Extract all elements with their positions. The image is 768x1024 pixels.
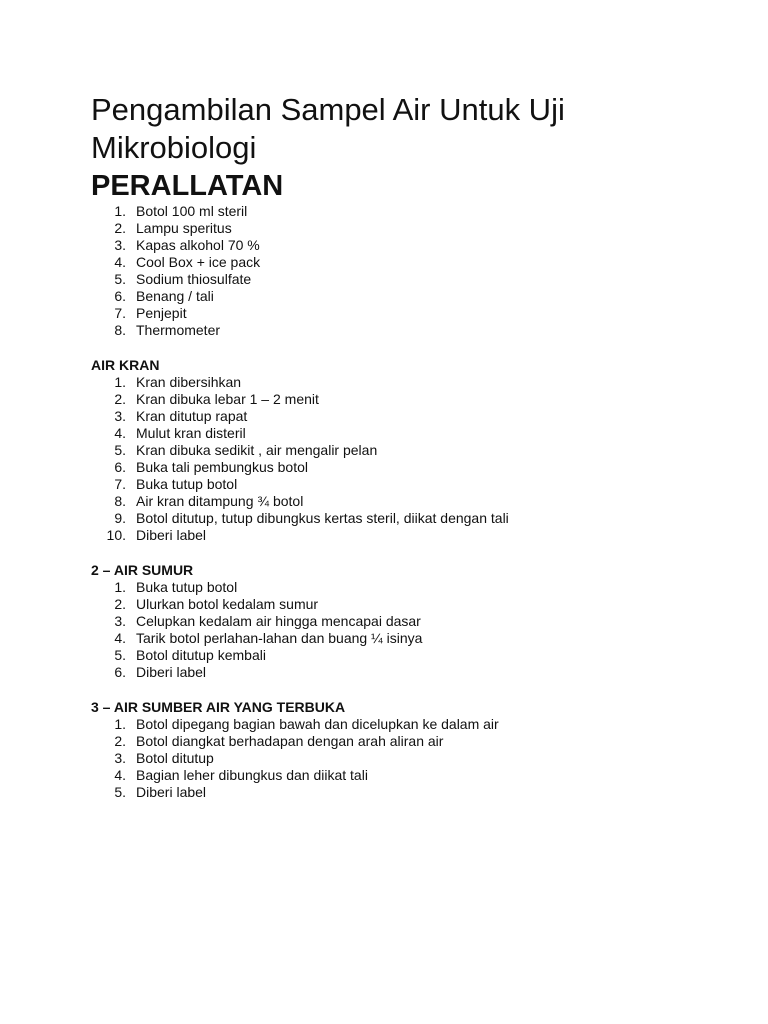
list-item	[91, 579, 731, 596]
list-item	[91, 767, 731, 784]
list-item	[91, 630, 731, 647]
list-item-text: Kran ditutup rapat	[136, 408, 248, 424]
list-item	[91, 271, 731, 288]
list-item-number: 5.	[114, 647, 126, 663]
list-item	[91, 203, 731, 220]
list-item-number: 7.	[114, 305, 126, 321]
document-page	[91, 91, 731, 801]
list-item-number: 1.	[114, 374, 126, 390]
list-item-text: Benang / tali	[136, 288, 214, 304]
list-item-text: Kapas alkohol 70 %	[136, 237, 260, 253]
equipment-list	[91, 203, 731, 339]
list-item	[91, 391, 731, 408]
air-kran-heading: AIR KRAN	[91, 357, 160, 373]
list-item	[91, 476, 731, 493]
list-item	[91, 425, 731, 442]
list-item-text: Botol ditutup kembali	[136, 647, 266, 663]
list-item-number: 6.	[114, 288, 126, 304]
list-item	[91, 596, 731, 613]
air-terbuka-steps-list	[91, 716, 731, 801]
list-item	[91, 459, 731, 476]
list-item-text: Buka tutup botol	[136, 476, 238, 492]
list-item-number: 3.	[114, 237, 126, 253]
list-item	[91, 784, 731, 801]
list-item-text: Diberi label	[136, 527, 207, 543]
list-item-number: 8.	[114, 493, 126, 509]
list-item-text: Diberi label	[136, 784, 207, 800]
list-item-number: 3.	[114, 613, 126, 629]
list-item-text: Celupkan kedalam air hingga mencapai dasar	[136, 613, 421, 629]
equipment-heading: PERALLATAN	[91, 170, 284, 202]
list-item-number: 1.	[114, 203, 126, 219]
list-item	[91, 254, 731, 271]
list-item-number: 4.	[114, 425, 126, 441]
list-item-text: Cool Box + ice pack	[136, 254, 261, 270]
list-item-number: 10.	[106, 527, 126, 543]
list-item-number: 6.	[114, 459, 126, 475]
list-item-text: Buka tali pembungkus botol	[136, 459, 308, 475]
list-item	[91, 510, 731, 527]
list-item-text: Botol diangkat berhadapan dengan arah aliran air	[136, 733, 444, 749]
list-item	[91, 305, 731, 322]
list-item	[91, 716, 731, 733]
list-item-number: 6.	[114, 664, 126, 680]
list-item-number: 1.	[114, 579, 126, 595]
list-item-text: Botol 100 ml steril	[136, 203, 248, 219]
list-item-text: Buka tutup botol	[136, 579, 238, 595]
air-kran-steps-list	[91, 374, 731, 544]
list-item	[91, 664, 731, 681]
list-item-number: 7.	[114, 476, 126, 492]
list-item-text: Kran dibuka lebar 1 – 2 menit	[136, 391, 319, 407]
list-item	[91, 613, 731, 630]
list-item	[91, 442, 731, 459]
list-item-text: Ulurkan botol kedalam sumur	[136, 596, 319, 612]
list-item	[91, 647, 731, 664]
list-item	[91, 374, 731, 391]
list-item-text: Air kran ditampung ¾ botol	[136, 493, 304, 509]
list-item-number: 4.	[114, 767, 126, 783]
list-item-text: Penjepit	[136, 305, 187, 321]
list-item-number: 8.	[114, 322, 126, 338]
list-item-text: Mulut kran disteril	[136, 425, 246, 441]
list-item	[91, 750, 731, 767]
list-item-text: Botol ditutup, tutup dibungkus kertas steril, diikat dengan tali	[136, 510, 509, 526]
list-item-text: Lampu speritus	[136, 220, 232, 236]
list-item	[91, 733, 731, 750]
list-item-text: Kran dibuka sedikit , air mengalir pelan	[136, 442, 378, 458]
list-item-number: 5.	[114, 784, 126, 800]
list-item-number: 2.	[114, 220, 126, 236]
list-item-number: 2.	[114, 391, 126, 407]
list-item-text: Kran dibersihkan	[136, 374, 242, 390]
list-item-text: Thermometer	[136, 322, 221, 338]
list-item-number: 5.	[114, 271, 126, 287]
list-item-text: Bagian leher dibungkus dan diikat tali	[136, 767, 368, 783]
list-item-text: Tarik botol perlahan-lahan dan buang ¼ isinya	[136, 630, 423, 646]
list-item-text: Diberi label	[136, 664, 207, 680]
list-item-text: Botol dipegang bagian bawah dan dicelupkan ke dalam air	[136, 716, 499, 732]
list-item-text: Botol ditutup	[136, 750, 214, 766]
list-item	[91, 237, 731, 254]
list-item-text: Sodium thiosulfate	[136, 271, 252, 287]
list-item-number: 5.	[114, 442, 126, 458]
list-item-number: 4.	[114, 630, 126, 646]
list-item-number: 9.	[114, 510, 126, 526]
list-item	[91, 527, 731, 544]
air-sumur-heading: 2 – AIR SUMUR	[91, 562, 194, 578]
list-item-number: 1.	[114, 716, 126, 732]
list-item	[91, 408, 731, 425]
list-item-number: 2.	[114, 733, 126, 749]
list-item	[91, 493, 731, 510]
list-item	[91, 288, 731, 305]
list-item-number: 3.	[114, 408, 126, 424]
list-item-number: 2.	[114, 596, 126, 612]
air-sumur-steps-list	[91, 579, 731, 681]
list-item	[91, 220, 731, 237]
document-title: Pengambilan Sampel Air Untuk Uji Mikrobiologi	[91, 92, 565, 165]
list-item-number: 3.	[114, 750, 126, 766]
list-item-number: 4.	[114, 254, 126, 270]
air-terbuka-heading: 3 – AIR SUMBER AIR YANG TERBUKA	[91, 699, 346, 715]
list-item	[91, 322, 731, 339]
